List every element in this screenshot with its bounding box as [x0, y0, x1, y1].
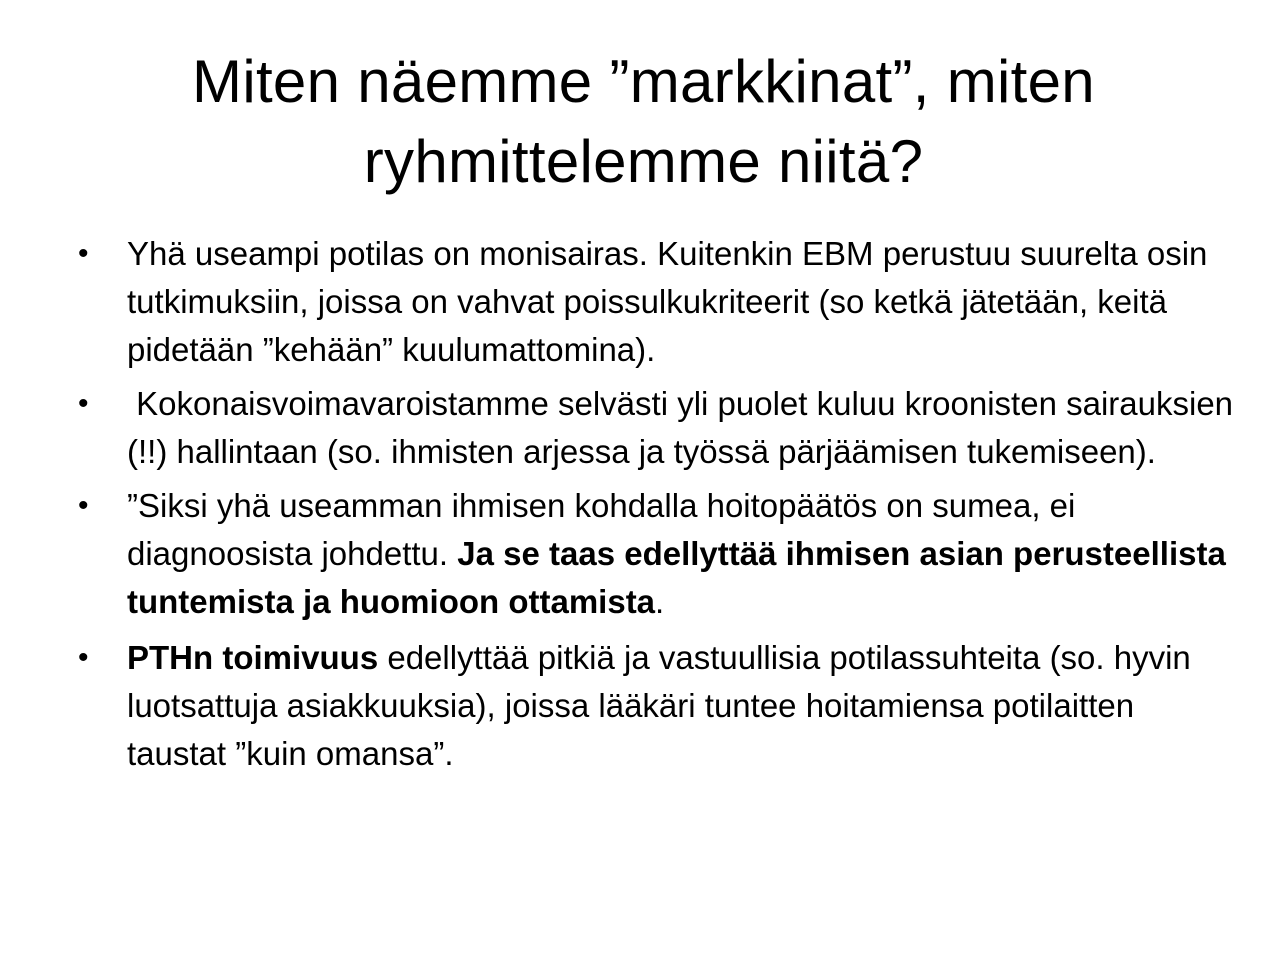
text-segment: edellyttää pitkiä ja vastuullisia potilassuhteita (so. hyvin luotsattuja asiakkuuksia), joissa lääkäri tuntee hoitamiensa potilaitten taustat ”kuin omansa”. — [127, 639, 1191, 772]
bold-text-segment: PTHn toimivuus — [127, 639, 379, 676]
bullet-item-4 — [74, 634, 1234, 778]
bullet-dot-icon: • — [78, 237, 89, 270]
bullet-dot-icon: • — [78, 641, 89, 674]
bullet-item-1 — [74, 230, 1234, 374]
slide-title: Miten näemme ”markkinat”, miten ryhmittelemme niitä? — [192, 48, 1095, 195]
bullet-item-2 — [74, 380, 1243, 476]
text-segment: Yhä useampi potilas on monisairas. Kuitenkin EBM perustuu suurelta osin tutkimuksiin, joissa on vahvat poissulkukriteerit (so ketkä jätetään, keitä pidetään ”kehään” kuulumattomina). — [127, 235, 1208, 368]
bullet-dot-icon: • — [78, 489, 89, 522]
bullet-text — [127, 385, 1242, 470]
text-segment: ”Siksi yhä useamman ihmisen kohdalla hoitopäätös on sumea, ei diagnoosista johdettu. — [127, 487, 1076, 572]
bullet-list — [74, 230, 1243, 784]
bullet-dot-icon: • — [78, 387, 89, 420]
bullet-item-3 — [74, 482, 1234, 626]
text-segment: . — [655, 583, 665, 620]
text-segment: Kokonaisvoimavaroistamme selvästi yli puolet kuluu kroonisten sairauksien (!!) hallintaan (so. ihmisten arjessa ja työssä pärjäämisen tukemiseen). — [127, 385, 1243, 470]
bullet-text — [127, 235, 1207, 368]
bold-text-segment: Ja se taas edellyttää ihmisen asian perusteellista tuntemista ja huomioon ottamista — [127, 535, 1226, 620]
bullet-text — [127, 487, 1226, 620]
bullet-text — [127, 639, 1191, 772]
